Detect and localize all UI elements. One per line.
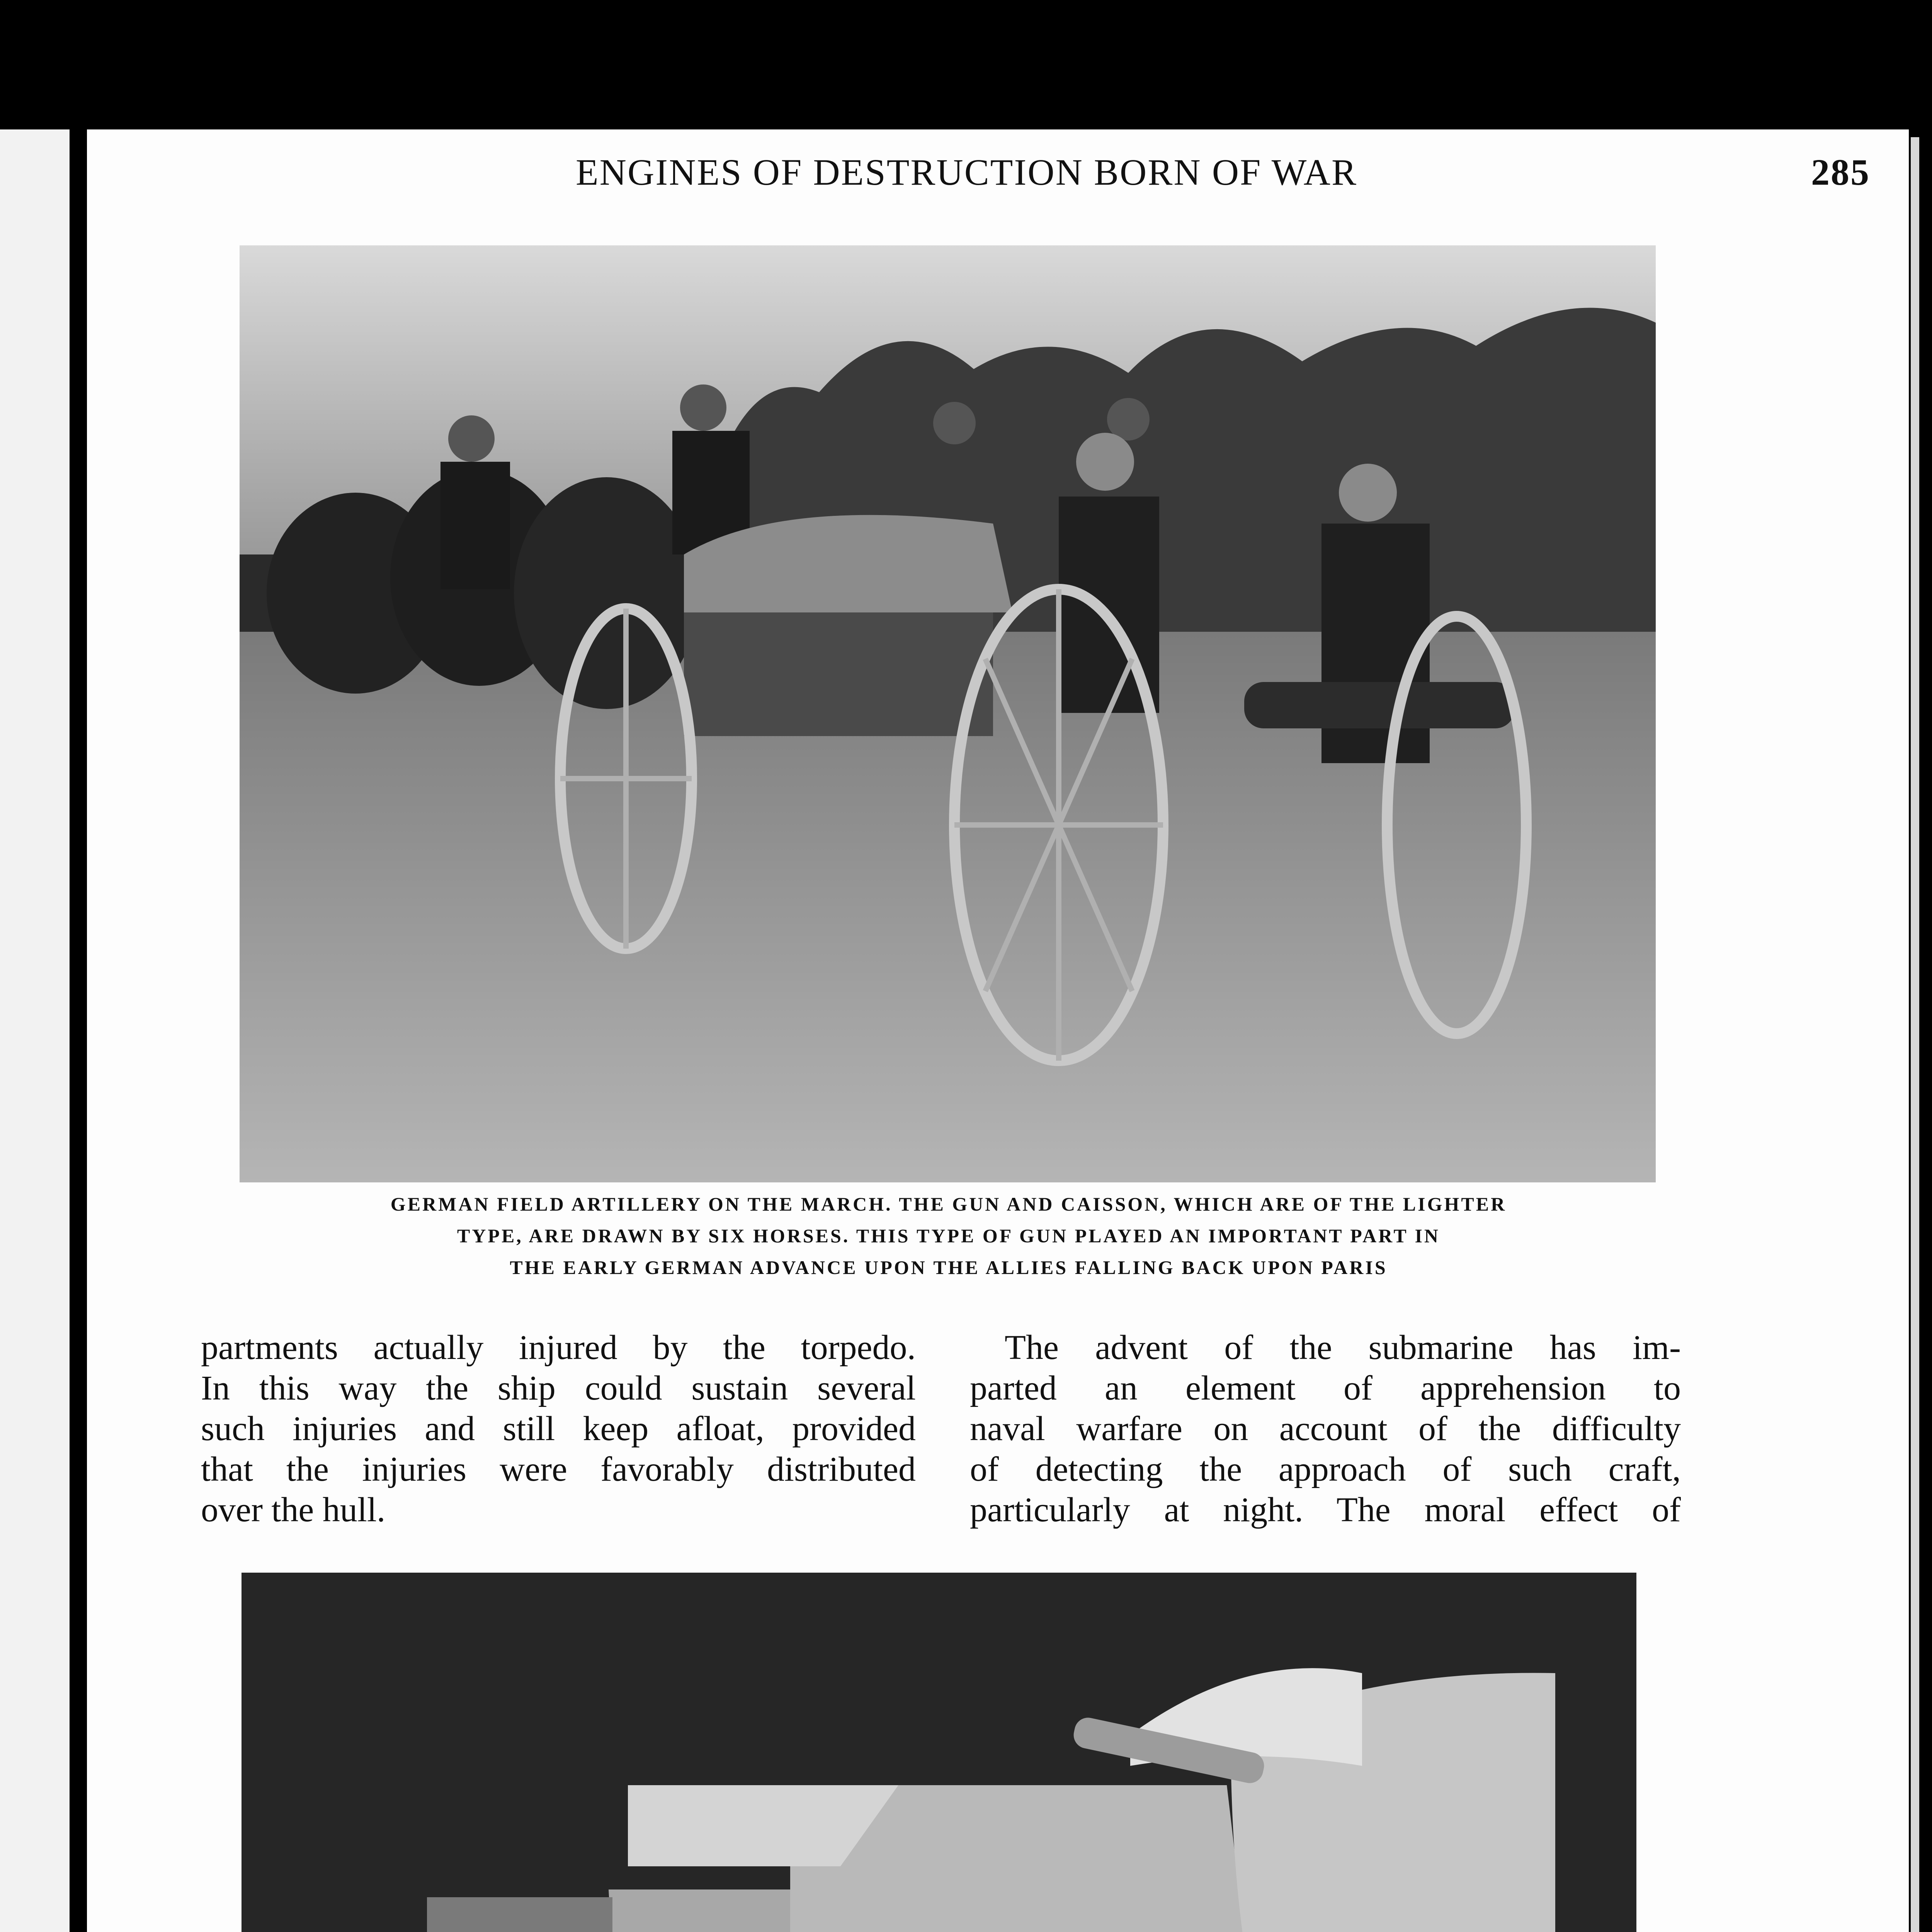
body-text-line: naval warfare on account of the difficulty [970,1410,1681,1448]
text-column-left [201,1327,916,1530]
caption-line: TYPE, ARE DRAWN BY SIX HORSES. THIS TYPE OF GUN PLAYED AN IMPORTANT PART IN [457,1225,1440,1247]
text-column-right [970,1327,1681,1530]
body-text-line: of detecting the approach of such craft, [970,1450,1681,1488]
caption-line: GERMAN FIELD ARTILLERY ON THE MARCH. THE GUN AND CAISSON, WHICH ARE OF THE LIGHTER [390,1193,1507,1215]
caption-field-artillery [236,1188,1662,1283]
previous-page-edge [0,129,70,1932]
caption-line: THE EARLY GERMAN ADVANCE UPON THE ALLIES FALLING BACK UPON PARIS [510,1257,1388,1278]
page-number: 285 [1811,151,1870,193]
body-text-line: parted an element of apprehension to [970,1369,1681,1407]
running-head [487,143,1870,193]
body-text-line: that the injuries were favorably distributed [201,1450,916,1488]
artillery-illustration [240,245,1656,1182]
body-text-line: over the hull. [201,1491,386,1529]
body-text-line: partments actually injured by the torpedo. [201,1328,916,1367]
body-text-line: In this way the ship could sustain several [201,1369,916,1407]
running-title: ENGINES OF DESTRUCTION BORN OF WAR [576,151,1358,193]
photo-krupp-motor-car [242,1573,1636,1932]
body-text-line: such injuries and still keep afloat, provided [201,1410,916,1448]
page-edge-shadow [1911,137,1919,1932]
motor-car-illustration [242,1573,1636,1932]
photo-field-artillery [240,245,1656,1182]
body-text-line: The advent of the submarine has im- [1005,1328,1681,1367]
body-text-line: particularly at night. The moral effect of [970,1491,1681,1529]
